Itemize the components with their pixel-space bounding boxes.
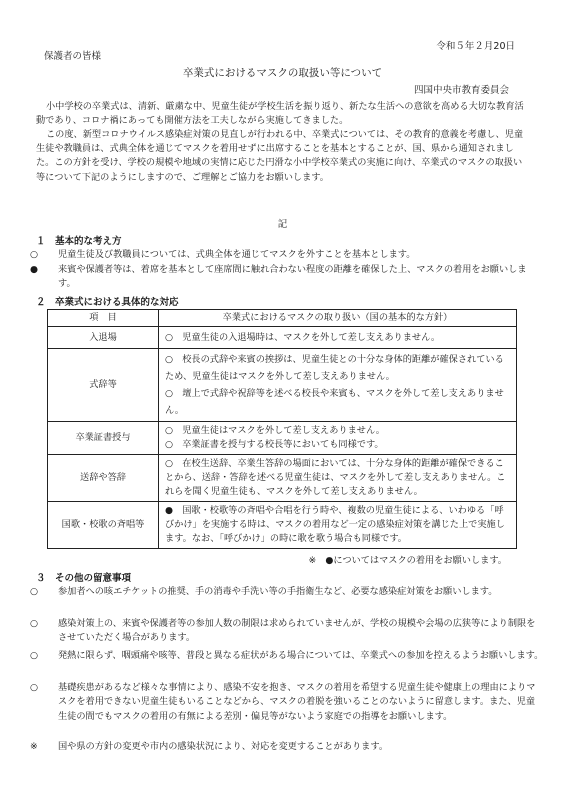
bullet-mark: ●: [30, 264, 39, 275]
section-3-item: [30, 617, 544, 646]
table-footnote: ※ ●についてはマスクの着用をお願いします。: [308, 555, 507, 566]
section-2-heading: ２ 卒業式における具体的な対応: [36, 297, 179, 308]
section-3-item: [30, 740, 544, 754]
row-content: [159, 349, 517, 422]
bullet-mark: ○: [30, 618, 39, 629]
section-3-heading: ３ その他の留意事項: [36, 573, 132, 584]
table-row: [48, 422, 517, 455]
row-line: ○ 児童生徒はマスクを外して差し支えありません。: [165, 425, 385, 436]
table-row: [48, 455, 517, 502]
bullet-mark: ○: [30, 586, 39, 597]
bullet-text: 基礎疾患があるなど様々な事情により、感染不安を抱き、マスクの着用を希望する児童生徒や健康上の理由によりマスクを着用できない児童生徒もいることなどから、マスクの着脱を強いることのないように留意します。また、児童生徒の間でもマスクの着用の有無による差別・偏見等がないよう家庭での指導をお願いします。: [58, 682, 536, 722]
table-header-row: [48, 310, 517, 327]
row-line: ○ 壇上で式辞や祝辞等を述べる校長や来賓も、マスクを外して差し支えありません。: [165, 388, 504, 416]
ki-heading: 記: [277, 219, 288, 230]
section-1-item: [30, 263, 544, 291]
addressee: 保護者の皆様: [44, 51, 102, 62]
document-date: 令和５年２月20日: [436, 41, 515, 52]
document-title: 卒業式におけるマスクの取扱い等について: [182, 67, 383, 79]
row-content: [159, 327, 517, 349]
intro-paragraph-1: 小中学校の卒業式は、清新、厳粛な中、児童生徒が学校生活を振り返り、新たな生活への意欲を高める大切な教育活動であり、コロナ禍にあっても開催方法を工夫しながら実施してきました。: [36, 101, 524, 127]
bullet-text: 感染対策上の、来賓や保護者等の参加人数の制限は求められていませんが、学校の規模や会場の広狭等により制限をさせていただく場合があります。: [58, 618, 536, 644]
section-1-heading: １ 基本的な考え方: [36, 236, 122, 247]
bullet-mark: ※: [30, 741, 38, 752]
row-item: 入退場: [48, 327, 159, 349]
row-content: [159, 422, 517, 455]
column-header-content: 卒業式におけるマスクの取り扱い（国の基本的な方針）: [159, 310, 517, 327]
bullet-text: 発熱に限らず、咽頭痛や咳等、普段と異なる症状がある場合については、卒業式への参加を控えるようお願いします。: [58, 650, 544, 661]
section-1-item: [30, 248, 544, 262]
row-line: ○ 児童生徒の入退場時は、マスクを外して差し支えありません。: [165, 331, 441, 343]
row-line: ○ 卒業証書を授与する校長等においても同様です。: [165, 439, 384, 450]
row-line: ● 国歌・校歌等の斉唱や合唱を行う時や、複数の児童生徒による、いわゆる「呼びかけ」を実施する時は、マスクの着用など一定の感染症対策を講じた上で実施します。なお、「呼びかけ」の時に歌を歌う場合も同様です。: [165, 505, 505, 544]
section-3-item: [30, 585, 544, 599]
row-item: 卒業証書授与: [48, 422, 159, 455]
bullet-text: 国や県の方針の変更や市内の感染状況により、対応を変更することがあります。: [58, 741, 389, 752]
section-3-item: [30, 649, 544, 663]
table-row: [48, 327, 517, 349]
bullet-text: 参加者への咳エチケットの推奨、手の消毒や手洗い等の手指衛生など、必要な感染症対策をお願いします。: [58, 586, 498, 597]
row-item: 送辞や答辞: [48, 455, 159, 502]
row-line: ○ 校長の式辞や来賓の挨拶は、児童生徒との十分な身体的距離が確保されているため、児童生徒はマスクを外して差し支えありません。: [165, 354, 504, 382]
mask-policy-table: [47, 309, 517, 549]
row-content: [159, 502, 517, 549]
column-header-item: 項 目: [48, 310, 159, 327]
intro-paragraph-2: この度、新型コロナウイルス感染症対策の見直しが行われる中、卒業式については、その教育的意義を考慮し、児童生徒や教職員は、式典全体を通じてマスクを着用せずに出席することを基本とすることが、国、県から通知されました。この方針を受け、学校の規模や地域の実情に応じた円滑な小中学校卒業式の実施に向け、卒業式のマスクの取扱い等について下記のようにしますので、ご理解とご協力をお願いします。: [36, 129, 524, 183]
table-row: [48, 502, 517, 549]
row-item: 式辞等: [48, 349, 159, 422]
bullet-mark: ○: [30, 650, 39, 661]
row-content: [159, 455, 517, 502]
issuer: 四国中央市教育委員会: [413, 85, 509, 96]
bullet-mark: ○: [30, 682, 39, 693]
row-item: 国歌・校歌の斉唱等: [48, 502, 159, 549]
bullet-text: 児童生徒及び教職員については、式典全体を通じてマスクを外すことを基本とします。: [58, 249, 416, 260]
section-3-item: [30, 681, 544, 724]
table-row: [48, 349, 517, 422]
bullet-mark: ○: [30, 249, 39, 260]
bullet-text: 来賓や保護者等は、着席を基本として座席間に触れ合わない程度の距離を確保した上、マスクの着用をお願いします。: [58, 264, 527, 289]
row-line: ○ 在校生送辞、卒業生答辞の場面においては、十分な身体的距離が確保できることから、送辞・答辞を述べる児童生徒は、マスクを外して差し支えありません。これらを聞く児童生徒も、マスクを外して差し支えありません。: [165, 458, 506, 497]
